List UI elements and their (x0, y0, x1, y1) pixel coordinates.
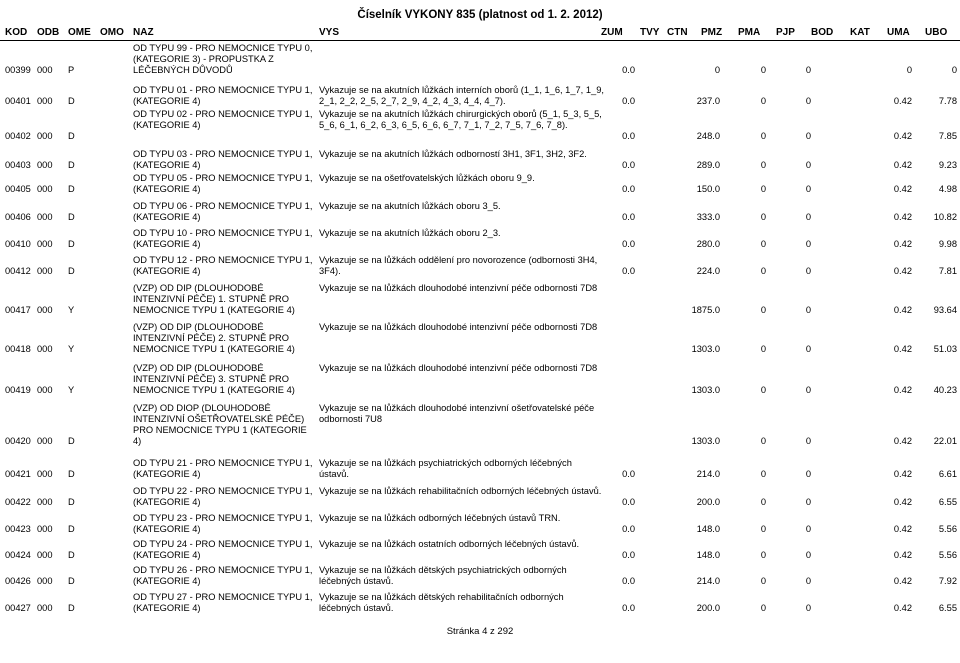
cell-kod: 00405 (5, 184, 31, 194)
cell-pmz: 0 (805, 603, 811, 613)
cell-odb: 000 (37, 96, 53, 106)
cell-kat: 6.61 (938, 469, 957, 479)
cell-ctn: 0 (760, 266, 766, 276)
cell-ctn: 0 (760, 239, 766, 249)
cell-pma: 0 (906, 65, 912, 75)
cell-odb: 000 (37, 131, 53, 141)
cell-vys: Vykazuje se na lůžkách dlouhodobé intenzivní péče odbornosti 7D8 (319, 283, 598, 293)
header-pjp: PJP (776, 27, 795, 38)
cell-kat: 93.64 (933, 305, 957, 315)
cell-ome: D (68, 212, 75, 222)
cell-kod: 00427 (5, 603, 31, 613)
cell-kat: 7.81 (938, 266, 957, 276)
cell-naz: OD TYPU 23 - PRO NEMOCNICE TYPU 1, (KATEGORIE 4) (133, 513, 313, 534)
cell-odb: 000 (37, 65, 53, 75)
cell-ctn: 0 (760, 305, 766, 315)
header-uma: UMA (887, 27, 910, 38)
cell-tvy: 214.0 (696, 469, 720, 479)
cell-kat: 5.56 (938, 550, 957, 560)
cell-ome: D (68, 160, 75, 170)
cell-pma: 0.42 (893, 96, 912, 106)
cell-tvy: 248.0 (696, 131, 720, 141)
cell-odb: 000 (37, 550, 53, 560)
cell-naz: OD TYPU 99 - PRO NEMOCNICE TYPU 0, (KATEGORIE 3) - PROPUSTKA Z LÉČEBNÝCH DŮVODŮ (133, 43, 313, 75)
cell-pma: 0.42 (893, 436, 912, 446)
cell-naz: OD TYPU 10 - PRO NEMOCNICE TYPU 1, (KATEGORIE 4) (133, 228, 313, 249)
cell-vys: Vykazuje se na lůžkách dlouhodobé intenzivní ošetřovatelské péče odbornosti 7U8 (319, 403, 595, 424)
cell-kat: 22.01 (933, 436, 957, 446)
cell-ome: P (68, 65, 75, 75)
cell-ctn: 0 (760, 160, 766, 170)
cell-naz: (VZP) OD DIP (DLOUHODOBÉ INTENZIVNÍ PÉČE) 3. STUPNĚ PRO NEMOCNICE TYPU 1 (KATEGORIE 4) (133, 363, 295, 395)
cell-vys: Vykazuje se na lůžkách psychiatrických odborných léčebných ústavů. (319, 458, 572, 479)
header-zum: ZUM (601, 27, 623, 38)
cell-ome: D (68, 436, 75, 446)
cell-tvy: 280.0 (696, 239, 720, 249)
cell-zum: 0.0 (622, 65, 635, 75)
cell-kod: 00399 (5, 65, 31, 75)
cell-kod: 00403 (5, 160, 31, 170)
cell-ctn: 0 (760, 96, 766, 106)
cell-odb: 000 (37, 436, 53, 446)
cell-pma: 0.42 (893, 469, 912, 479)
cell-kod: 00418 (5, 344, 31, 354)
header-divider (0, 40, 960, 41)
cell-kat: 5.56 (938, 524, 957, 534)
cell-ome: D (68, 497, 75, 507)
table-header (0, 26, 960, 40)
cell-odb: 000 (37, 212, 53, 222)
cell-pmz: 0 (805, 469, 811, 479)
cell-pmz: 0 (805, 65, 811, 75)
cell-vys: Vykazuje se na lůžkách dětských psychiatrických odborných léčebných ústavů. (319, 565, 567, 586)
cell-pmz: 0 (805, 344, 811, 354)
cell-vys: Vykazuje se na lůžkách ostatních odborných léčebných ústavů. (319, 539, 580, 549)
cell-vys: Vykazuje se na lůžkách rehabilitačních odborných léčebných ústavů. (319, 486, 602, 496)
header-vys: VYS (319, 27, 340, 38)
header-naz: NAZ (133, 27, 154, 38)
cell-pma: 0.42 (893, 524, 912, 534)
cell-pma: 0.42 (893, 131, 912, 141)
header-odb: ODB (37, 27, 60, 38)
cell-odb: 000 (37, 469, 53, 479)
header-ome: OME (68, 27, 91, 38)
cell-odb: 000 (37, 184, 53, 194)
cell-pma: 0.42 (893, 550, 912, 560)
cell-naz: (VZP) OD DIP (DLOUHODOBÉ INTENZIVNÍ PÉČE) 1. STUPNĚ PRO NEMOCNICE TYPU 1 (KATEGORIE 4) (133, 283, 295, 315)
cell-pma: 0.42 (893, 385, 912, 395)
header-ctn: CTN (667, 27, 688, 38)
cell-pma: 0.42 (893, 239, 912, 249)
cell-vys: Vykazuje se na lůžkách dětských rehabilitačních odborných léčebných ústavů. (319, 592, 564, 613)
header-pmz: PMZ (701, 27, 723, 38)
cell-kod: 00426 (5, 576, 31, 586)
cell-ctn: 0 (760, 603, 766, 613)
cell-tvy: 0 (714, 65, 720, 75)
cell-ctn: 0 (760, 212, 766, 222)
cell-odb: 000 (37, 305, 53, 315)
cell-naz: OD TYPU 05 - PRO NEMOCNICE TYPU 1, (KATEGORIE 4) (133, 173, 313, 194)
cell-kod: 00417 (5, 305, 31, 315)
cell-ctn: 0 (760, 344, 766, 354)
cell-ome: D (68, 603, 75, 613)
cell-vys: Vykazuje se na akutních lůžkách oboru 2_3. (319, 228, 501, 238)
cell-tvy: 1303.0 (691, 385, 720, 395)
cell-kat: 7.78 (938, 96, 957, 106)
header-tvy: TVY (640, 27, 660, 38)
cell-zum: 0.0 (622, 603, 635, 613)
page-footer: Stránka 4 z 292 (446, 626, 514, 637)
cell-ome: D (68, 239, 75, 249)
cell-kat: 51.03 (933, 344, 957, 354)
cell-pma: 0.42 (893, 344, 912, 354)
cell-pmz: 0 (805, 550, 811, 560)
cell-pmz: 0 (805, 184, 811, 194)
cell-kat: 6.55 (938, 497, 957, 507)
cell-zum: 0.0 (622, 131, 635, 141)
cell-pma: 0.42 (893, 160, 912, 170)
cell-ctn: 0 (760, 524, 766, 534)
cell-ome: D (68, 266, 75, 276)
cell-naz: OD TYPU 27 - PRO NEMOCNICE TYPU 1, (KATEGORIE 4) (133, 592, 313, 613)
cell-odb: 000 (37, 497, 53, 507)
cell-naz: (VZP) OD DIOP (DLOUHODOBÉ INTENZIVNÍ OŠETŘOVATELSKÉ PÉČE) PRO NEMOCNICE TYPU 1 (KATEGORIE 4) (133, 403, 307, 446)
cell-kat: 9.98 (938, 239, 957, 249)
cell-kod: 00401 (5, 96, 31, 106)
cell-naz: (VZP) OD DIP (DLOUHODOBÉ INTENZIVNÍ PÉČE) 2. STUPNĚ PRO NEMOCNICE TYPU 1 (KATEGORIE 4) (133, 322, 295, 354)
cell-kod: 00402 (5, 131, 31, 141)
cell-ome: Y (68, 305, 75, 315)
cell-naz: OD TYPU 22 - PRO NEMOCNICE TYPU 1, (KATEGORIE 4) (133, 486, 313, 507)
cell-ctn: 0 (760, 131, 766, 141)
cell-tvy: 224.0 (696, 266, 720, 276)
cell-vys: Vykazuje se na lůžkách dlouhodobé intenzivní péče odbornosti 7D8 (319, 322, 598, 332)
cell-ome: D (68, 131, 75, 141)
cell-tvy: 289.0 (696, 160, 720, 170)
cell-odb: 000 (37, 239, 53, 249)
cell-kod: 00422 (5, 497, 31, 507)
cell-tvy: 1303.0 (691, 344, 720, 354)
cell-zum: 0.0 (622, 469, 635, 479)
cell-naz: OD TYPU 06 - PRO NEMOCNICE TYPU 1, (KATEGORIE 4) (133, 201, 313, 222)
cell-pmz: 0 (805, 266, 811, 276)
cell-zum: 0.0 (622, 497, 635, 507)
cell-ome: Y (68, 344, 75, 354)
cell-vys: Vykazuje se na akutních lůžkách chirurgických oborů (5_1, 5_3, 5_5, 5_6, 6_1, 6_2, 6_3, 6_5, 6_6, 6_7, 7_1, 7_2, 7_5, 7_6, 7_8). (319, 109, 602, 130)
cell-zum: 0.0 (622, 550, 635, 560)
cell-odb: 000 (37, 344, 53, 354)
cell-kod: 00419 (5, 385, 31, 395)
header-bod: BOD (811, 27, 834, 38)
cell-kat: 7.92 (938, 576, 957, 586)
cell-kat: 9.23 (938, 160, 957, 170)
cell-zum: 0.0 (622, 239, 635, 249)
cell-naz: OD TYPU 02 - PRO NEMOCNICE TYPU 1, (KATEGORIE 4) (133, 109, 313, 130)
cell-vys: Vykazuje se na akutních lůžkách oboru 3_5. (319, 201, 501, 211)
cell-kat: 4.98 (938, 184, 957, 194)
cell-pma: 0.42 (893, 576, 912, 586)
cell-pmz: 0 (805, 239, 811, 249)
cell-ome: D (68, 469, 75, 479)
cell-odb: 000 (37, 603, 53, 613)
cell-tvy: 150.0 (696, 184, 720, 194)
header-pma: PMA (738, 27, 761, 38)
cell-naz: OD TYPU 26 - PRO NEMOCNICE TYPU 1, (KATEGORIE 4) (133, 565, 313, 586)
header-kod: KOD (5, 27, 28, 38)
cell-ome: D (68, 524, 75, 534)
cell-pmz: 0 (805, 576, 811, 586)
cell-kod: 00406 (5, 212, 31, 222)
cell-tvy: 333.0 (696, 212, 720, 222)
cell-zum: 0.0 (622, 212, 635, 222)
cell-ome: D (68, 550, 75, 560)
cell-kod: 00424 (5, 550, 31, 560)
cell-ctn: 0 (760, 550, 766, 560)
cell-tvy: 237.0 (696, 96, 720, 106)
cell-pmz: 0 (805, 96, 811, 106)
cell-kod: 00420 (5, 436, 31, 446)
cell-ctn: 0 (760, 497, 766, 507)
cell-ctn: 0 (760, 385, 766, 395)
cell-ctn: 0 (760, 576, 766, 586)
cell-ctn: 0 (760, 184, 766, 194)
cell-pmz: 0 (805, 131, 811, 141)
cell-kod: 00423 (5, 524, 31, 534)
cell-tvy: 148.0 (696, 524, 720, 534)
cell-kat: 6.55 (938, 603, 957, 613)
cell-kat: 10.82 (933, 212, 957, 222)
cell-kod: 00421 (5, 469, 31, 479)
cell-odb: 000 (37, 160, 53, 170)
cell-pma: 0.42 (893, 266, 912, 276)
cell-naz: OD TYPU 03 - PRO NEMOCNICE TYPU 1, (KATEGORIE 4) (133, 149, 313, 170)
cell-kod: 00412 (5, 266, 31, 276)
cell-vys: Vykazuje se na akutních lůžkách interních oborů (1_1, 1_6, 1_7, 1_9, 2_1, 2_2, 2_5, 2_7, 2_9, 4_2, 4_3, 4_4, 4_7). (319, 85, 604, 106)
cell-kod: 00410 (5, 239, 31, 249)
cell-odb: 000 (37, 266, 53, 276)
cell-tvy: 200.0 (696, 603, 720, 613)
cell-pmz: 0 (805, 160, 811, 170)
cell-pma: 0.42 (893, 603, 912, 613)
cell-kat: 0 (951, 65, 957, 75)
cell-ctn: 0 (760, 436, 766, 446)
cell-pmz: 0 (805, 212, 811, 222)
cell-tvy: 1875.0 (691, 305, 720, 315)
header-ubo: UBO (925, 27, 948, 38)
cell-tvy: 1303.0 (691, 436, 720, 446)
cell-pma: 0.42 (893, 305, 912, 315)
cell-naz: OD TYPU 01 - PRO NEMOCNICE TYPU 1, (KATEGORIE 4) (133, 85, 313, 106)
cell-vys: Vykazuje se na ošetřovatelských lůžkách oboru 9_9. (319, 173, 535, 183)
cell-pma: 0.42 (893, 212, 912, 222)
cell-ome: D (68, 576, 75, 586)
page-title: Číselník VYKONY 835 (platnost od 1. 2. 2012) (357, 9, 603, 21)
header-kat: KAT (850, 27, 870, 38)
cell-zum: 0.0 (622, 160, 635, 170)
cell-odb: 000 (37, 524, 53, 534)
cell-ctn: 0 (760, 65, 766, 75)
cell-tvy: 148.0 (696, 550, 720, 560)
cell-pmz: 0 (805, 305, 811, 315)
cell-vys: Vykazuje se na lůžkách dlouhodobé intenzivní péče odbornosti 7D8 (319, 363, 598, 373)
cell-naz: OD TYPU 21 - PRO NEMOCNICE TYPU 1, (KATEGORIE 4) (133, 458, 313, 479)
cell-ome: D (68, 184, 75, 194)
cell-ctn: 0 (760, 469, 766, 479)
cell-zum: 0.0 (622, 576, 635, 586)
cell-kat: 40.23 (933, 385, 957, 395)
cell-vys: Vykazuje se na lůžkách oddělení pro novorozence (odbornosti 3H4, 3F4). (319, 255, 598, 276)
cell-pma: 0.42 (893, 497, 912, 507)
cell-zum: 0.0 (622, 184, 635, 194)
cell-pmz: 0 (805, 436, 811, 446)
cell-pma: 0.42 (893, 184, 912, 194)
cell-kat: 7.85 (938, 131, 957, 141)
cell-pmz: 0 (805, 497, 811, 507)
cell-ome: D (68, 96, 75, 106)
cell-pmz: 0 (805, 385, 811, 395)
cell-odb: 000 (37, 385, 53, 395)
cell-zum: 0.0 (622, 266, 635, 276)
cell-tvy: 200.0 (696, 497, 720, 507)
cell-vys: Vykazuje se na akutních lůžkách odborností 3H1, 3F1, 3H2, 3F2. (319, 149, 587, 159)
cell-odb: 000 (37, 576, 53, 586)
cell-naz: OD TYPU 24 - PRO NEMOCNICE TYPU 1, (KATEGORIE 4) (133, 539, 313, 560)
cell-pmz: 0 (805, 524, 811, 534)
cell-zum: 0.0 (622, 524, 635, 534)
cell-vys: Vykazuje se na lůžkách odborných léčebných ústavů TRN. (319, 513, 561, 523)
cell-naz: OD TYPU 12 - PRO NEMOCNICE TYPU 1, (KATEGORIE 4) (133, 255, 313, 276)
cell-zum: 0.0 (622, 96, 635, 106)
cell-tvy: 214.0 (696, 576, 720, 586)
cell-ome: Y (68, 385, 75, 395)
header-omo: OMO (100, 27, 124, 38)
